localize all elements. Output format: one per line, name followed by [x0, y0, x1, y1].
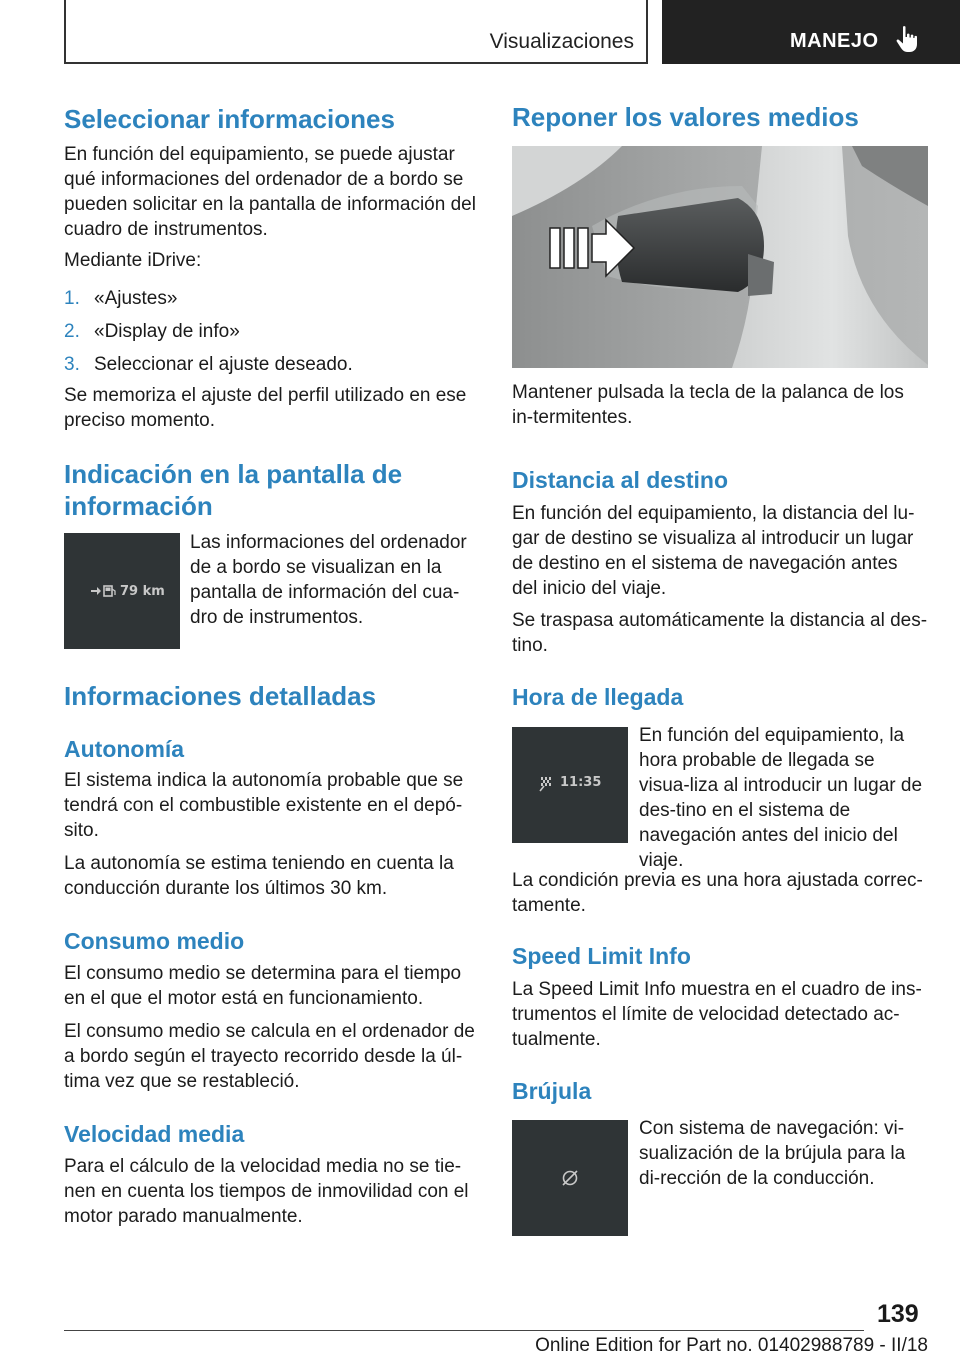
compass-icon: [561, 1169, 579, 1187]
flag-icon: [538, 776, 554, 792]
header-section-title: Visualizaciones: [489, 30, 634, 53]
para-brujula: Con sistema de navegación: vi-sualización de la brújula para la di-rección de la conducción.: [639, 1118, 906, 1189]
para-reponer: Mantener pulsada la tecla de la palanca de los in-termitentes.: [512, 382, 904, 428]
heading-reponer: Reponer los valores medios: [512, 102, 859, 132]
step-item: 2. «Display de info»: [64, 321, 240, 342]
pointing-hand-icon: [894, 25, 920, 53]
para-distancia-2: Se traspasa automáticamente la distancia al des-tino.: [512, 610, 928, 656]
heading-hora: Hora de llegada: [512, 684, 684, 710]
para-autonomia-1: El sistema indica la autonomía probable que se tendrá con el combustible existente en el depó-sito.: [64, 770, 464, 841]
page-number: 139: [877, 1300, 919, 1328]
header-chapter-label: MANEJO: [790, 30, 879, 52]
step-item: 1. «Ajustes»: [64, 288, 178, 309]
heading-brujula: Brújula: [512, 1078, 592, 1104]
step-item: 3. Seleccionar el ajuste deseado.: [64, 354, 353, 375]
para-seleccionar-1: En función del equipamiento, se puede ajustar qué informaciones del ordenador de a bordo se pueden solicitar en la pantalla de información del cuadro de instrumentos.: [64, 144, 476, 240]
para-hora-1: En función del equipamiento, la hora probable de llegada se visua-liza al introducir un lugar de des-tino en el sistema de navegación antes del inicio del viaje.: [639, 725, 923, 871]
turn-signal-lever-illustration: [512, 146, 928, 368]
para-consumo-1: El consumo medio se determina para el tiempo en el que el motor está en funcionamiento.: [64, 963, 462, 1009]
range-value: 79 km: [120, 584, 165, 599]
para-distancia-1: En función del equipamiento, la distancia del lu-gar de destino se visualiza al introducir un lugar de destino en el sistema de navegación antes del inicio del viaje.: [512, 503, 915, 599]
para-indicacion: Las informaciones del ordenador de a bordo se visualizan en la pantalla de información del cua-dro de instrumentos.: [190, 532, 467, 628]
para-seleccionar-3: Se memoriza el ajuste del perfil utilizado en ese preciso momento.: [64, 385, 467, 431]
display-compass-image: [512, 1120, 628, 1236]
heading-autonomia: Autonomía: [64, 736, 185, 762]
para-velocidad: Para el cálculo de la velocidad media no se tie-nen en cuenta los tiempos de inmovilidad con el motor parado manualmente.: [64, 1156, 469, 1227]
footer-divider: [64, 1330, 864, 1331]
header-section-box: [64, 0, 648, 64]
display-range-image: [64, 533, 180, 649]
heading-seleccionar: Seleccionar informaciones: [64, 104, 395, 134]
heading-speed-limit: Speed Limit Info: [512, 943, 691, 969]
para-speed-limit: La Speed Limit Info muestra en el cuadro de ins-trumentos el límite de velocidad detectado ac-tualmente.: [512, 979, 922, 1050]
footer-edition: Online Edition for Part no. 01402988789 - II/18: [535, 1335, 928, 1356]
fuel-range-icon: [90, 585, 116, 597]
heading-distancia: Distancia al destino: [512, 467, 729, 493]
heading-consumo: Consumo medio: [64, 928, 245, 954]
heading-velocidad: Velocidad media: [64, 1121, 245, 1147]
para-hora-2: La condición previa es una hora ajustada correc-tamente.: [512, 870, 923, 916]
display-arrival-image: [512, 727, 628, 843]
arrival-time-value: 11:35: [560, 775, 602, 790]
heading-detalladas: Informaciones detalladas: [64, 681, 377, 711]
heading-indicacion: Indicación en la pantalla de información: [64, 459, 403, 521]
para-autonomia-2: La autonomía se estima teniendo en cuenta la conducción durante los últimos 30 km.: [64, 853, 454, 899]
para-seleccionar-2: Mediante iDrive:: [64, 250, 202, 271]
steps-list: [64, 286, 478, 385]
para-consumo-2: El consumo medio se calcula en el ordenador de a bordo según el trayecto recorrido desde la úl-tima vez que se restableció.: [64, 1021, 475, 1092]
